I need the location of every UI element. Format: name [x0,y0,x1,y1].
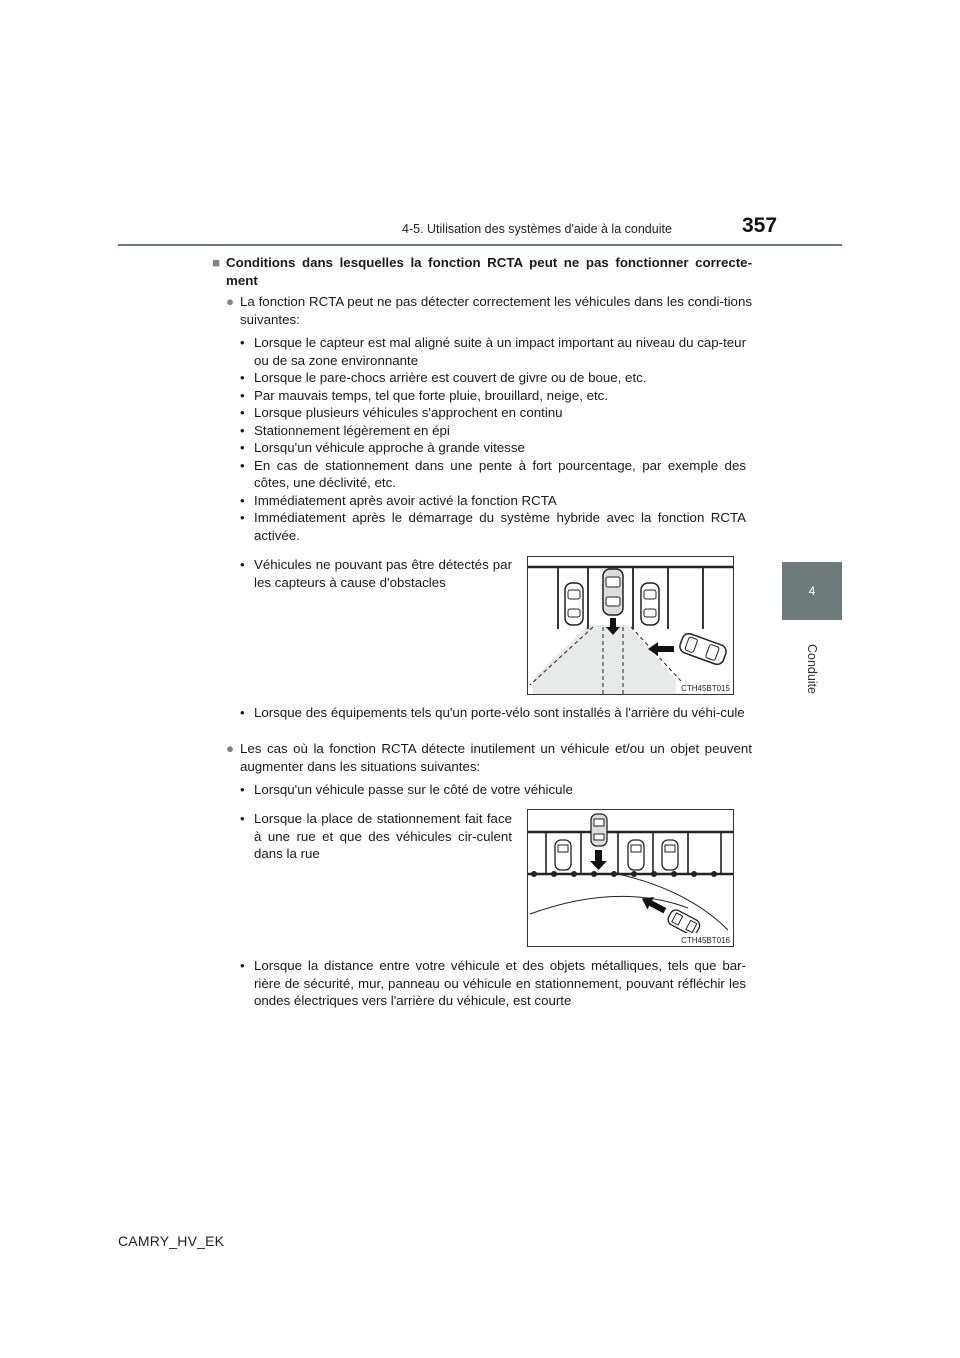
chapter-label-text: Conduite [805,643,819,695]
approach-arrow-icon [639,892,669,917]
approaching-car-icon [678,632,728,667]
figure-rcta-obstacles [527,556,734,695]
figure-2-code: CTH45BT016 [681,936,730,945]
paragraph-2 [226,740,752,775]
list-item: • Par mauvais temps, tel que forte pluie, brouillard, neige, etc. [240,387,746,405]
parking-obstacles-illustration [528,557,733,694]
parked-car-left-icon [565,583,583,625]
chapter-tab: 4 [782,562,842,620]
paragraph-2-text: Les cas où la fonction RCTA détecte inutilement un véhicule et/ou un objet peuvent augmenter dans les situations suivantes: [240,741,752,774]
parked-car-right-icon [641,583,659,625]
list-item: • Immédiatement après avoir activé la fonction RCTA [240,492,746,510]
parked-car-icon [662,840,678,870]
section-title [212,254,752,289]
list-2-last [240,957,746,1010]
paragraph-1 [226,293,752,328]
list-item: • Lorsqu'un véhicule passe sur le côté de votre véhicule [240,781,746,799]
reverse-arrow-icon [590,850,607,870]
parked-car-icon [628,840,644,870]
own-car-icon [591,814,607,846]
list-2-first [240,781,746,799]
street-parking-illustration [528,810,733,946]
list-item: • Lorsque la place de stationnement fait face à une rue et que des véhicules cir-culent dans la rue [240,810,512,863]
header-section-title: 4-5. Utilisation des systèmes d'aide à la conduite [402,222,672,236]
list-item: • Lorsque la distance entre votre véhicule et des objets métalliques, tels que bar-rière de sécurité, mur, panneau ou véhicule en stationnement, pouvant réfléchir les ondes électriques vers l'arrière du véhicule, est courte [240,957,746,1010]
footer-model-code: CAMRY_HV_EK [118,1233,225,1249]
figure-rcta-street [527,809,734,947]
figure-1-caption-item [240,556,512,591]
approaching-car-icon [666,908,702,937]
square-bullet-icon: ■ [212,255,221,270]
list-item: • Lorsqu'un véhicule approche à grande vitesse [240,439,746,457]
list-item: • En cas de stationnement dans une pente à fort pourcentage, par exemple des côtes, une déclivité, etc. [240,457,746,492]
list-item: • Stationnement légèrement en épi [240,422,746,440]
figure-1-code: CTH45BT015 [681,684,730,693]
chapter-label [800,628,824,718]
paragraph-1-text: La fonction RCTA peut ne pas détecter correctement les véhicules dans les condi-tions suivantes: [240,294,752,327]
list-item: • Véhicules ne pouvant pas être détectés par les capteurs à cause d'obstacles [240,556,512,591]
parked-car-icon [555,840,571,870]
header-rule [118,244,842,246]
list-1 [240,334,746,544]
list-item: • Immédiatement après le démarrage du système hybride avec la fonction RCTA activée. [240,509,746,544]
list-item: • Lorsque des équipements tels qu'un porte-vélo sont installés à l'arrière du véhi-cule [240,704,746,722]
list-item: • Lorsque le pare-chocs arrière est couvert de givre ou de boue, etc. [240,369,746,387]
circle-bullet-icon: ● [226,294,235,309]
list-1-last [240,704,746,722]
figure-2-caption-item [240,810,512,863]
section-title-text: Conditions dans lesquelles la fonction RCTA peut ne pas fonctionner correcte-ment [226,255,752,288]
page-number: 357 [742,214,778,237]
list-item: • Lorsque le capteur est mal aligné suite à un impact important au niveau du cap-teur ou de sa zone environnante [240,334,746,369]
own-car-icon [603,569,623,615]
circle-bullet-icon: ● [226,741,235,756]
list-item: • Lorsque plusieurs véhicules s'approchent en continu [240,404,746,422]
